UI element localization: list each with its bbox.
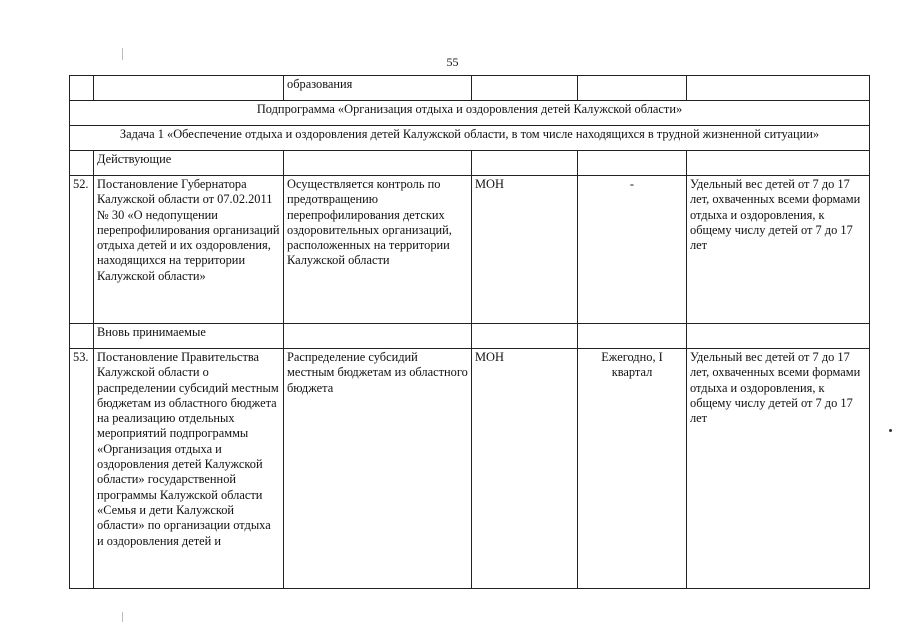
cell-executor [472,76,578,101]
cell-num [70,151,94,176]
task-title: Задача 1 «Обеспечение отдыха и оздоровления детей Калужской области, в том числе находящихся в трудной жизненной ситуации» [70,126,870,151]
cell-content [284,324,472,349]
legal-act: Постановление Правительства Калужской области о распределении субсидий местным бюджетам из областного бюджета на реализацию отдельных мероприятий подпрограммы «Организация отдыха и оздоровления детей Калужской области» государственной программы Калужской области «Семья и дети Калужской области» по организации отдыха и оздоровления детей и [94,349,284,589]
section-new-label: Вновь принимаемые [94,324,284,349]
cell-term [578,324,687,349]
legal-act: Постановление Губернатора Калужской области от 07.02.2011 № 30 «О недопущении перепрофилирования организаций отдыха детей и их оздоровления, находящихся на территории Калужской области» [94,176,284,324]
target-indicator: Удельный вес детей от 7 до 17 лет, охваченных всеми формами отдыха и оздоровления, к общему числу детей от 7 до 17 лет [687,349,870,589]
term: Ежегодно, I квартал [578,349,687,589]
cell-content [284,151,472,176]
cell-term [578,76,687,101]
cell-num [70,324,94,349]
table-row [70,349,870,589]
task-row [70,126,870,151]
scan-dot [889,429,892,432]
section-row-new [70,324,870,349]
measure-content: Осуществляется контроль по предотвращению перепрофилирования детских оздоровительных организаций, расположенных на территории Калужской области [284,176,472,324]
subprogram-title: Подпрограмма «Организация отдыха и оздоровления детей Калужской области» [70,101,870,126]
cell-term [578,151,687,176]
section-existing-label: Действующие [94,151,284,176]
cell-num [70,76,94,101]
cell-act [94,76,284,101]
cell-content: образования [284,76,472,101]
row-number: 53. [70,349,94,589]
cell-indicator [687,76,870,101]
row-number: 52. [70,176,94,324]
page-number: 55 [446,55,459,69]
cell-executor [472,324,578,349]
section-row-existing [70,151,870,176]
table-row-continuation [70,76,870,101]
executor: МОН [472,176,578,324]
subprogram-row [70,101,870,126]
scan-margin-mark [122,612,123,622]
scan-margin-mark [122,48,123,60]
cell-indicator [687,151,870,176]
measure-content: Распределение субсидий местным бюджетам из областного бюджета [284,349,472,589]
cell-indicator [687,324,870,349]
table-row [70,176,870,324]
measures-table [69,75,870,589]
target-indicator: Удельный вес детей от 7 до 17 лет, охваченных всеми формами отдыха и оздоровления, к общему числу детей от 7 до 17 лет [687,176,870,324]
cell-executor [472,151,578,176]
term: - [578,176,687,324]
executor: МОН [472,349,578,589]
